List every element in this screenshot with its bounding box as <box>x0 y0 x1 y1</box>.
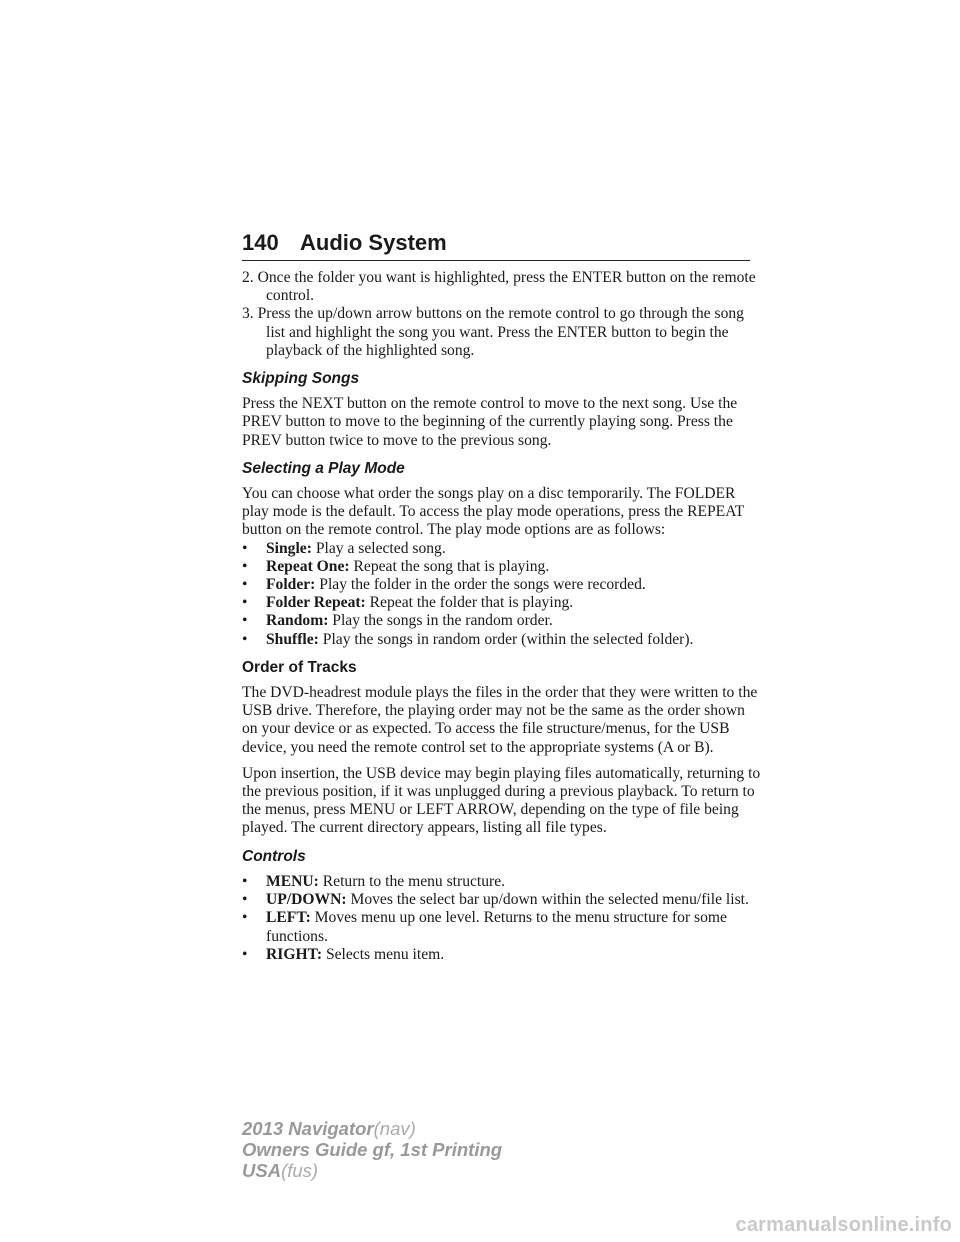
play-mode-option <box>242 612 762 630</box>
page-header <box>242 230 750 261</box>
control-term: UP/DOWN: <box>266 891 347 909</box>
control-item <box>242 946 762 964</box>
bullet-icon: • <box>242 594 248 612</box>
option-desc: Play the songs in the random order. <box>332 612 553 630</box>
bullet-icon: • <box>242 557 248 575</box>
option-term: Single: <box>266 539 312 557</box>
control-item <box>242 909 762 945</box>
order-of-tracks-heading: Order of Tracks <box>242 658 357 676</box>
play-mode-text: You can choose what order the songs play on a disc temporarily. The FOLDER play mode is the default. To access the play mode operations, press the REPEAT button on the remote control. The play mode options are as follows: <box>242 485 744 539</box>
order-of-tracks-para: Upon insertion, the USB device may begin playing files automatically, returning to the previous position, if it was unplugged during a previous playback. To return to the menus, press MENU or LEFT ARROW, depending on the type of file being played. The current directory appears, listing all file types. <box>242 764 761 837</box>
option-desc: Repeat the folder that is playing. <box>369 594 574 612</box>
option-term: Folder: <box>266 576 316 594</box>
footer-market-code: (fus) <box>281 1160 319 1181</box>
option-term: Repeat One: <box>266 557 350 575</box>
play-mode-option <box>242 540 762 558</box>
print-footer <box>242 1118 502 1181</box>
bullet-icon: • <box>242 630 248 648</box>
option-desc: Repeat the song that is playing. <box>353 557 550 575</box>
play-mode-option <box>242 631 762 649</box>
control-item <box>242 891 762 909</box>
order-of-tracks-para: The DVD-headrest module plays the files in the order that they were written to the USB drive. Therefore, the playing order may not be the same as the order shown on your device or as expected. To access the file structure/menus, for the USB device, you need the remote control set to the appropriate systems (A or B). <box>242 684 758 756</box>
bullet-icon: • <box>242 612 248 630</box>
bullet-icon: • <box>242 909 248 927</box>
control-item <box>242 873 762 891</box>
option-desc: Play a selected song. <box>315 539 446 557</box>
controls-list <box>242 873 762 964</box>
option-desc: Play the songs in random order (within the selected folder). <box>322 630 694 648</box>
bullet-icon: • <box>242 539 248 557</box>
step-item: 3. Press the up/down arrow buttons on the remote control to go through the song list and highlight the song you want. Press the ENTER button to begin the playback of the highlighted song. <box>242 305 744 359</box>
control-desc: Return to the menu structure. <box>322 872 506 890</box>
bullet-icon: • <box>242 945 248 963</box>
control-desc: Selects menu item. <box>325 945 445 963</box>
footer-model: 2013 Navigator <box>242 1118 374 1139</box>
play-mode-option <box>242 558 762 576</box>
page-number: 140 <box>242 230 279 255</box>
watermark: carmanualsonline.info <box>735 1214 952 1236</box>
control-desc: Moves menu up one level. Returns to the menu structure for some functions. <box>266 909 727 945</box>
section-title: Audio System <box>300 230 447 255</box>
option-term: Folder Repeat: <box>266 594 366 612</box>
bullet-icon: • <box>242 891 248 909</box>
option-term: Shuffle: <box>266 630 319 648</box>
play-mode-option <box>242 576 762 594</box>
bullet-icon: • <box>242 872 248 890</box>
play-mode-options <box>242 540 762 649</box>
control-term: MENU: <box>266 872 319 890</box>
page-content <box>242 269 762 972</box>
footer-printing: Owners Guide gf, 1st Printing <box>242 1139 503 1160</box>
option-term: Random: <box>266 612 329 630</box>
control-term: RIGHT: <box>266 945 323 963</box>
play-mode-option <box>242 594 762 612</box>
footer-model-code: (nav) <box>373 1118 416 1139</box>
footer-market: USA <box>242 1160 282 1181</box>
play-mode-heading: Selecting a Play Mode <box>242 459 405 477</box>
skipping-songs-text: Press the NEXT button on the remote control to move to the next song. Use the PREV button to move to the beginning of the currently playing song. Press the PREV button twice to move to the previous song. <box>242 395 738 449</box>
steps-list <box>242 269 762 360</box>
skipping-songs-heading: Skipping Songs <box>242 370 360 388</box>
control-desc: Moves the select bar up/down within the selected menu/file list. <box>350 891 749 909</box>
step-item: 2. Once the folder you want is highlighted, press the ENTER button on the remote control. <box>242 269 756 305</box>
bullet-icon: • <box>242 576 248 594</box>
option-desc: Play the folder in the order the songs were recorded. <box>319 576 646 594</box>
controls-heading: Controls <box>242 847 306 865</box>
control-term: LEFT: <box>266 909 311 927</box>
